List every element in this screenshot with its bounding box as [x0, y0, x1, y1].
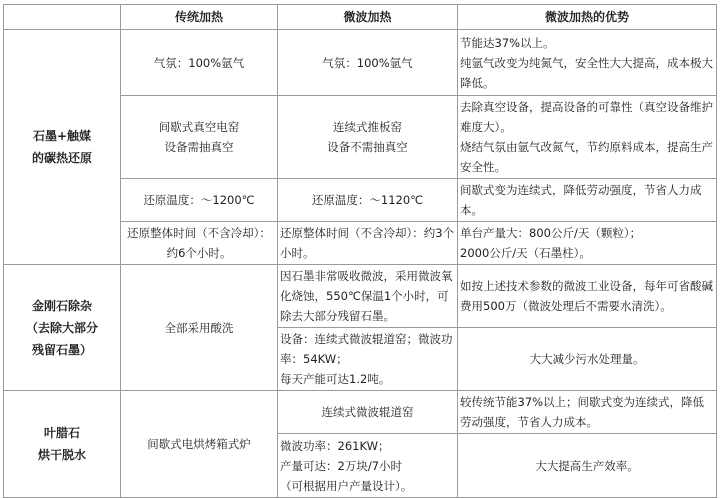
- microwave-cell: 还原温度：～1120℃: [278, 179, 458, 222]
- table-row: [4, 30, 717, 96]
- advantage-cell: 较传统节能37%以上；间歇式变为连续式，降低劳动强度，节省人力成本。: [458, 391, 717, 434]
- microwave-cell: 连续式推板窑 设备不需抽真空: [278, 96, 458, 179]
- advantage-cell: 间歇式变为连续式，降低劳动强度，节省人力成本。: [458, 179, 717, 222]
- table-row: [4, 265, 717, 328]
- advantage-cell: 去除真空设备，提高设备的可靠性（真空设备维护难度大）。 烧结气氛由氩气改氮气，节约原料成本，提高生产安全性。: [458, 96, 717, 179]
- microwave-cell: 还原整体时间（不含冷却）：约3个小时。: [278, 222, 458, 265]
- microwave-cell: 微波功率：261KW； 产量可达：2万块/7小时 （可根据用户产量设计）。: [278, 434, 458, 498]
- traditional-cell: 间歇式电烘烤箱式炉: [121, 391, 278, 498]
- header-microwave: 微波加热: [278, 5, 458, 30]
- advantage-cell: 大大提高生产效率。: [458, 434, 717, 498]
- header-advantage: 微波加热的优势: [458, 5, 717, 30]
- microwave-cell: 气氛：100%氩气: [278, 30, 458, 96]
- advantage-cell: 大大减少污水处理量。: [458, 328, 717, 391]
- advantage-cell: 节能达37%以上。 纯氩气改变为纯氮气，安全性大大提高，成本极大降低。: [458, 30, 717, 96]
- header-traditional: 传统加热: [121, 5, 278, 30]
- table-row: [4, 391, 717, 434]
- category-cell: 石墨+触媒 的碳热还原: [4, 30, 121, 265]
- traditional-cell: 间歇式真空电窑 设备需抽真空: [121, 96, 278, 179]
- header-corner: [4, 5, 121, 30]
- microwave-cell: 因石墨非常吸收微波，采用微波氧化烧蚀，550℃保温1个小时，可除去大部分残留石墨。: [278, 265, 458, 328]
- comparison-table: [3, 4, 717, 498]
- traditional-cell: 全部采用酸洗: [121, 265, 278, 391]
- microwave-cell: 连续式微波辊道窑: [278, 391, 458, 434]
- advantage-cell: 单台产量大：800公斤/天（颗粒）； 2000公斤/天（石墨柱）。: [458, 222, 717, 265]
- traditional-cell: 气氛：100%氩气: [121, 30, 278, 96]
- category-cell: 金刚石除杂 （去除大部分 残留石墨）: [4, 265, 121, 391]
- microwave-cell: 设备：连续式微波辊道窑；微波功率：54KW； 每天产能可达1.2吨。: [278, 328, 458, 391]
- category-cell: 叶腊石 烘干脱水: [4, 391, 121, 498]
- advantage-cell: 如按上述技术参数的微波工业设备，每年可省酸碱费用500万（微波处理后不需要水清洗）。: [458, 265, 717, 328]
- traditional-cell: 还原整体时间（不含冷却）：约6个小时。: [121, 222, 278, 265]
- header-row: [4, 5, 717, 30]
- traditional-cell: 还原温度：～1200℃: [121, 179, 278, 222]
